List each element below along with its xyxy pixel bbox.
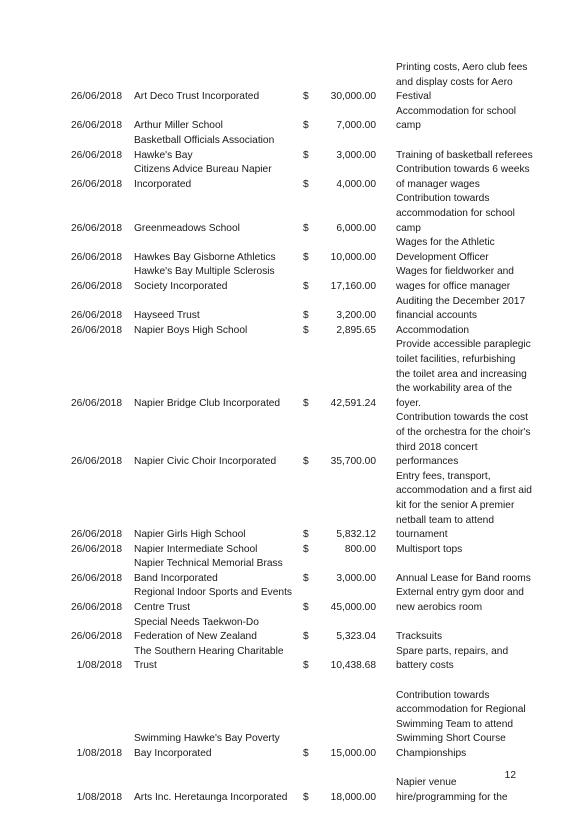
organisation-name [134,90,294,105]
organisation-name [134,791,294,806]
organisation-name [134,586,294,615]
grant-purpose-line: the workability area of the [396,383,513,395]
organisation-name [134,309,294,324]
grant-amount: 17,160.00 [330,280,376,292]
organisation-name-line: Regional Indoor Sports and Events [134,587,293,599]
grant-amount: 45,000.00 [330,602,376,614]
grant-purpose-line: foyer. [396,397,421,409]
grant-purpose-line: kit for the senior A premier [396,499,515,511]
organisation-name-line: Federation of New Zealand [134,631,257,643]
grant-purpose-line: Accommodation [396,324,470,336]
grant-purpose [396,324,532,339]
organisation-name-line: Band Incorporated [134,572,218,584]
grant-amount: 2,895.65 [336,324,376,336]
grants-table [0,61,576,805]
grant-purpose-line: Wages for fieldworker and [396,266,514,278]
grant-purpose-line: Contribution towards 6 weeks [396,164,530,176]
grant-amount: 3,200.00 [336,310,376,322]
grant-date: 26/06/2018 [71,631,122,643]
organisation-name-line: Hawkes Bay Gisborne Athletics [134,251,276,263]
organisation-name [134,324,294,339]
grant-amount: 30,000.00 [330,91,376,103]
currency-symbol: $ [303,543,309,555]
organisation-name-line: Bay Incorporated [134,748,212,760]
currency-symbol: $ [303,631,309,643]
grant-date: 26/06/2018 [71,120,122,132]
currency-symbol: $ [303,310,309,322]
organisation-name-line: Napier Bridge Club Incorporated [134,397,281,409]
table-row [0,236,576,265]
grant-date: 26/06/2018 [71,310,122,322]
grant-purpose-line: accommodation and a first aid [396,485,532,497]
grant-purpose-line: Wages for the Athletic [396,237,495,249]
grant-amount: 4,000.00 [336,178,376,190]
grant-purpose [396,192,532,236]
grant-date: 26/06/2018 [71,602,122,614]
grant-date: 26/06/2018 [71,222,122,234]
grant-purpose-line: Tracksuits [396,631,443,643]
table-row [0,762,576,806]
grant-purpose [396,61,532,105]
grant-purpose-line: and display costs for Aero [396,76,513,88]
grant-purpose-line: accommodation for school [396,207,515,219]
grant-purpose-line: Printing costs, Aero club fees [396,62,528,74]
grant-purpose-line: of manager wages [396,178,480,190]
grant-amount: 10,438.68 [330,660,376,672]
organisation-name-line: Art Deco Trust Incorporated [134,91,260,103]
organisation-name-line: Greenmeadows School [134,222,240,234]
grant-purpose-line: Provide accessible paraplegic [396,339,531,351]
table-row [0,324,576,339]
grant-purpose-line: Swimming Team to attend [396,718,514,730]
grant-purpose-line: Contribution towards [396,689,490,701]
organisation-name [134,557,294,586]
organisation-name-line: Napier Technical Memorial Brass [134,558,283,570]
table-row [0,616,576,645]
organisation-name-line: Hayseed Trust [134,310,200,322]
table-row [0,192,576,236]
currency-symbol: $ [303,456,309,468]
currency-symbol: $ [303,660,309,672]
organisation-name [134,251,294,266]
table-row [0,645,576,674]
grant-date: 26/06/2018 [71,149,122,161]
grant-purpose-line: of the orchestra for the choir's [396,426,531,438]
grant-date: 1/08/2018 [76,660,122,672]
grant-date: 26/06/2018 [71,324,122,336]
grant-purpose-line: Napier venue [396,777,457,789]
grant-purpose-line: third 2018 concert [396,441,478,453]
grant-purpose [396,411,532,469]
grant-purpose [396,236,532,265]
organisation-name-line: Basketball Officials Association [134,134,275,146]
grant-purpose-line: accommodation for Regional [396,704,526,716]
table-row [0,163,576,192]
grant-purpose-line: Annual Lease for Band rooms [396,572,531,584]
organisation-name-line: Napier Civic Choir Incorporated [134,456,277,468]
currency-symbol: $ [303,178,309,190]
grant-amount: 6,000.00 [336,222,376,234]
grant-purpose-line: the toilet area and increasing [396,368,527,380]
organisation-name-line: Napier Intermediate School [134,543,258,555]
table-row [0,295,576,324]
table-row [0,586,576,615]
grant-purpose-line: Contribution towards [396,193,490,205]
grant-amount: 10,000.00 [330,251,376,263]
grant-purpose-line: netball team to attend [396,514,494,526]
organisation-name [134,222,294,237]
grant-purpose-line: External entry gym door and [396,587,524,599]
grant-amount: 15,000.00 [330,748,376,760]
grant-purpose [396,338,532,411]
grant-purpose-line: battery costs [396,660,454,672]
grant-purpose-line: Accommodation for school [396,105,517,117]
grant-purpose-line: Development Officer [396,251,489,263]
grant-date: 26/06/2018 [71,572,122,584]
grant-date: 26/06/2018 [71,178,122,190]
grant-amount: 3,000.00 [336,572,376,584]
organisation-name [134,455,294,470]
currency-symbol: $ [303,748,309,760]
organisation-name [134,265,294,294]
organisation-name [134,528,294,543]
organisation-name [134,732,294,761]
grant-purpose-line: financial accounts [396,310,477,322]
grant-purpose-line: Entry fees, transport, [396,470,491,482]
organisation-name [134,163,294,192]
currency-symbol: $ [303,397,309,409]
grant-purpose-line: camp [396,120,421,132]
grant-amount: 800.00 [344,543,376,555]
grant-purpose-line: Auditing the December 2017 [396,295,526,307]
grant-date: 26/06/2018 [71,397,122,409]
grant-date: 1/08/2018 [76,791,122,803]
grant-purpose [396,572,532,587]
organisation-name [134,119,294,134]
currency-symbol: $ [303,91,309,103]
organisation-name [134,645,294,674]
organisation-name [134,397,294,412]
currency-symbol: $ [303,324,309,336]
organisation-name-line: Swimming Hawke's Bay Poverty [134,733,280,745]
grant-purpose [396,630,532,645]
grant-purpose [396,265,532,294]
grant-purpose-line: Multisport tops [396,543,463,555]
table-row [0,338,576,411]
table-row [0,265,576,294]
organisation-name-line: Special Needs Taekwon-Do [134,616,259,628]
grant-purpose [396,163,532,192]
grant-purpose [396,470,532,543]
grant-date: 26/06/2018 [71,529,122,541]
page-number: 12 [504,770,516,781]
organisation-name-line: Hawke's Bay Multiple Sclerosis [134,266,275,278]
grant-purpose [396,645,532,674]
currency-symbol: $ [303,120,309,132]
currency-symbol: $ [303,791,309,803]
organisation-name-line: Napier Boys High School [134,324,248,336]
grant-date: 1/08/2018 [76,748,122,760]
organisation-name-line: Napier Girls High School [134,529,246,541]
grant-amount: 3,000.00 [336,149,376,161]
currency-symbol: $ [303,529,309,541]
organisation-name-line: Arthur Miller School [134,120,223,132]
currency-symbol: $ [303,251,309,263]
grant-purpose-line: hire/programming for the [396,791,508,803]
grant-date: 26/06/2018 [71,543,122,555]
table-row [0,470,576,543]
table-row [0,674,576,762]
currency-symbol: $ [303,602,309,614]
grant-purpose-line: Spare parts, repairs, and [396,645,509,657]
table-row [0,134,576,163]
organisation-name [134,616,294,645]
organisation-name-line: Incorporated [134,178,192,190]
grant-purpose [396,689,532,762]
currency-symbol: $ [303,572,309,584]
grant-amount: 42,591.24 [330,397,376,409]
table-row [0,61,576,105]
organisation-name-line: Citizens Advice Bureau Napier [134,164,272,176]
grant-purpose-line: tournament [396,529,448,541]
grant-amount: 7,000.00 [336,120,376,132]
currency-symbol: $ [303,149,309,161]
organisation-name-line: Society Incorporated [134,280,228,292]
grant-purpose [396,149,532,164]
grant-purpose [396,295,532,324]
currency-symbol: $ [303,280,309,292]
grant-purpose [396,105,532,134]
grant-amount: 35,700.00 [330,456,376,468]
grant-purpose-line: Championships [396,748,467,760]
grant-purpose [396,543,532,558]
organisation-name-line: The Southern Hearing Charitable [134,645,284,657]
organisation-name-line: Arts Inc. Heretaunga Incorporated [134,791,288,803]
grant-amount: 5,832.12 [336,529,376,541]
grant-date: 26/06/2018 [71,280,122,292]
grant-purpose-line: Contribution towards the cost [396,412,528,424]
grant-amount: 18,000.00 [330,791,376,803]
grant-purpose-line: new aerobics room [396,602,483,614]
organisation-name-line: Centre Trust [134,602,191,614]
grant-purpose-line: Training of basketball referees [396,149,533,161]
currency-symbol: $ [303,222,309,234]
grant-date: 26/06/2018 [71,251,122,263]
organisation-name-line: Hawke's Bay [134,149,193,161]
grant-purpose-line: Swimming Short Course [396,733,506,745]
table-row [0,543,576,558]
table-row [0,105,576,134]
table-row [0,411,576,469]
organisation-name-line: Trust [134,660,157,672]
organisation-name [134,134,294,163]
grant-amount: 5,323.04 [336,631,376,643]
grant-purpose-line: camp [396,222,421,234]
grant-purpose [396,586,532,615]
organisation-name [134,543,294,558]
grant-purpose-line: wages for office manager [396,280,511,292]
grant-date: 26/06/2018 [71,91,122,103]
grant-date: 26/06/2018 [71,456,122,468]
grant-purpose-line: performances [396,456,459,468]
grant-purpose-line: toilet facilities, refurbishing [396,353,516,365]
grant-purpose-line: Festival [396,91,432,103]
table-row [0,557,576,586]
